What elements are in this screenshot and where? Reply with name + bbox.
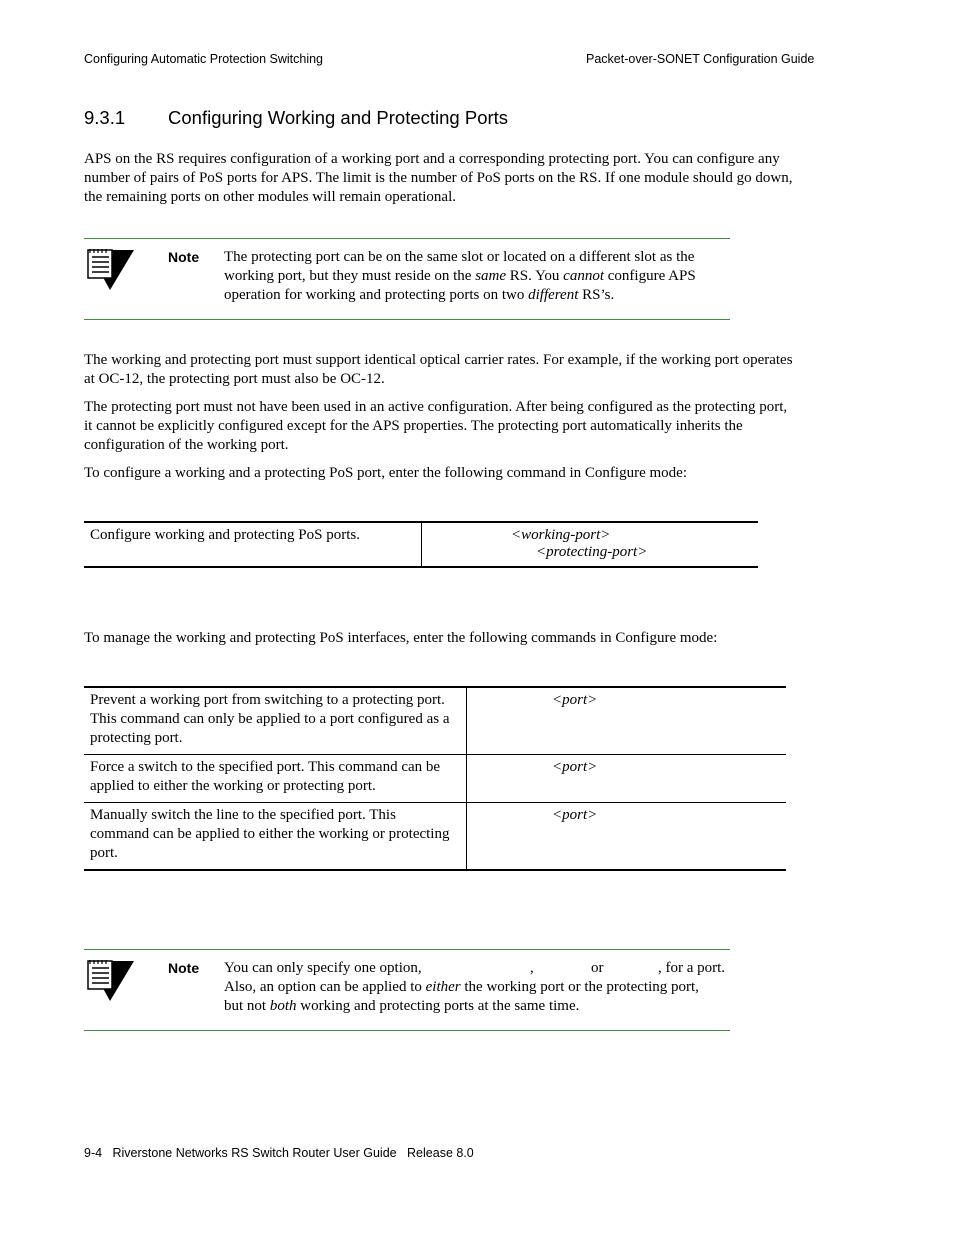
row-description-line: applied to either the working or protecting port. — [90, 778, 376, 794]
table-row — [90, 758, 440, 796]
section-title: Configuring Working and Protecting Ports — [168, 107, 509, 128]
note-line: operation for working and protecting ports on two different RS’s. — [224, 287, 615, 303]
page-footer: 9-4 Riverstone Networks RS Switch Router User Guide Release 8.0 — [84, 1146, 474, 1160]
note-bottom-rule — [84, 319, 730, 320]
row-description-line: port. — [90, 845, 118, 861]
table1-description: Configure working and protecting PoS ports. — [90, 527, 360, 543]
paragraph-line: at OC-12, the protecting port must also be OC-12. — [84, 371, 385, 387]
table2-row-divider — [84, 754, 786, 755]
row-description-line: Force a switch to the specified port. This command can be — [90, 759, 441, 775]
paragraph-protecting-port — [84, 398, 787, 455]
note-top-rule — [84, 949, 730, 950]
paragraph-line: The working and protecting port must support identical optical carrier rates. For example, if the working port operates — [84, 352, 793, 368]
row-arg-port: <port> — [552, 692, 598, 708]
note-label: Note — [168, 249, 200, 265]
note-line: working port, but they must reside on the same RS. You cannot configure APS — [224, 268, 696, 284]
table2-top-rule — [84, 686, 786, 688]
running-header-right: Packet-over-SONET Configuration Guide — [586, 52, 815, 66]
intro-line: number of pairs of PoS ports for APS. The limit is the number of PoS ports on the RS. If one module should go down, — [84, 170, 793, 186]
note-line: You can only specify one option, , or , for a port. — [224, 960, 726, 976]
note-pad-arrow-icon — [84, 959, 140, 1003]
paragraph-configure-command: To configure a working and a protecting PoS port, enter the following command in Configure mode: — [84, 465, 687, 481]
note-line: Also, an option can be applied to either the working port or the protecting port, — [224, 979, 699, 995]
intro-line: APS on the RS requires configuration of a working port and a corresponding protecting port. You can configure any — [84, 151, 780, 167]
table1-arg-protecting-port: <protecting-port> — [536, 544, 648, 560]
row-description-line: command can be applied to either the working or protecting — [90, 826, 450, 842]
table-row — [90, 806, 449, 863]
note-label: Note — [168, 960, 200, 976]
note-text — [224, 248, 734, 305]
row-arg-port: <port> — [552, 759, 598, 775]
row-description-line: Manually switch the line to the specified port. This — [90, 807, 396, 823]
table1-column-divider — [421, 523, 422, 566]
running-header-left: Configuring Automatic Protection Switching — [84, 52, 324, 66]
note-top-rule — [84, 238, 730, 239]
paragraph-line: it cannot be explicitly configured except for the APS properties. The protecting port automatically inherits the — [84, 418, 743, 434]
note-pad-arrow-icon — [84, 248, 140, 292]
table2-column-divider — [466, 688, 467, 869]
table1-arg-working-port: <working-port> — [511, 527, 611, 543]
table2-bottom-rule — [84, 869, 786, 871]
section-number: 9.3.1 — [84, 107, 126, 128]
paragraph-manage-interfaces: To manage the working and protecting PoS interfaces, enter the following commands in Configure mode: — [84, 630, 718, 646]
row-description-line: protecting port. — [90, 730, 183, 746]
note-line: The protecting port can be on the same slot or located on a different slot as the — [224, 249, 695, 265]
row-arg-port: <port> — [552, 807, 598, 823]
table1-bottom-rule — [84, 566, 758, 568]
paragraph-optical-rates — [84, 351, 793, 389]
intro-paragraph — [84, 150, 792, 207]
row-description-line: Prevent a working port from switching to a protecting port. — [90, 692, 445, 708]
row-description-line: This command can only be applied to a port configured as a — [90, 711, 450, 727]
note-text — [224, 978, 734, 1016]
table2-row-divider — [84, 802, 786, 803]
table-row — [90, 691, 449, 748]
intro-line: the remaining ports on other modules will remain operational. — [84, 189, 456, 205]
paragraph-line: configuration of the working port. — [84, 437, 289, 453]
note-line: but not both working and protecting ports at the same time. — [224, 998, 580, 1014]
note-bottom-rule — [84, 1030, 730, 1031]
paragraph-line: The protecting port must not have been used in an active configuration. After being configured as the protecting port, — [84, 399, 788, 415]
